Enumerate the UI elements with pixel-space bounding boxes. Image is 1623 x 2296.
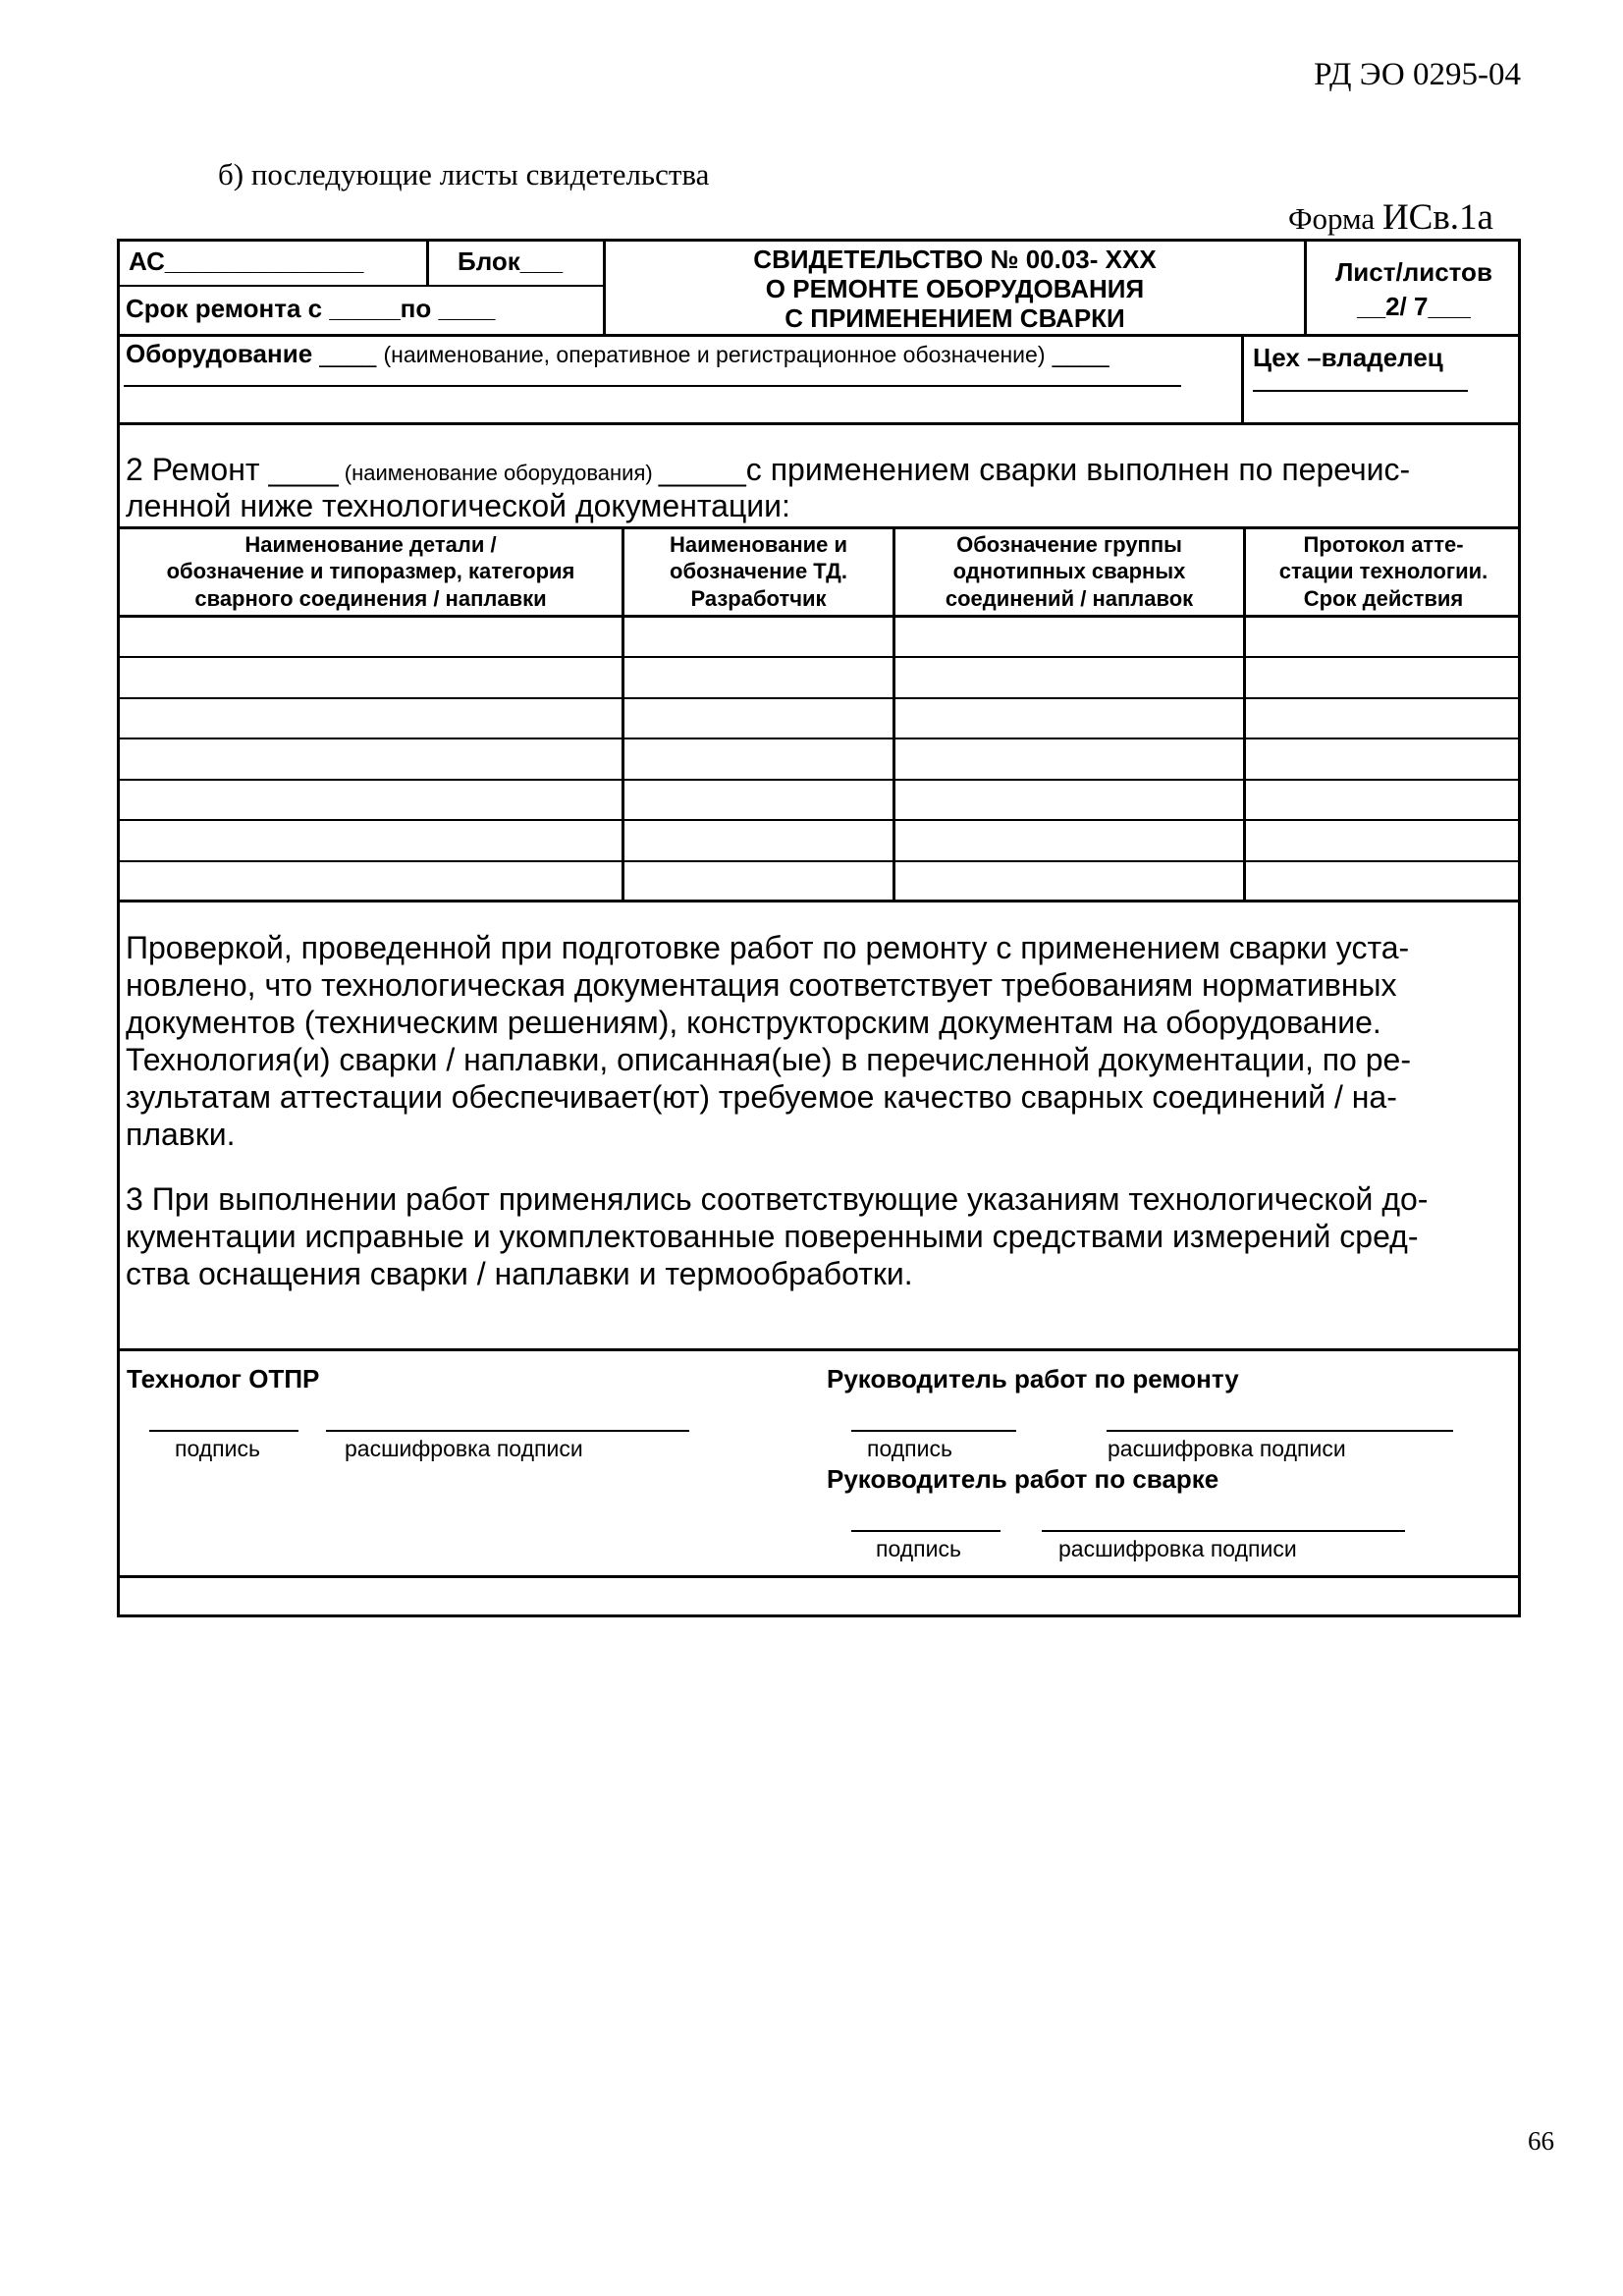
equipment-fill-line: [124, 385, 1181, 387]
signature-line: [851, 1430, 1016, 1432]
column-header-part: сварного соединения / наплавки: [194, 586, 547, 611]
repair-intro-blank: ____: [268, 452, 339, 487]
signature-hint: подпись: [876, 1536, 961, 1561]
decoding-hint: расшифровка подписи: [1058, 1536, 1297, 1561]
divider: [117, 422, 1521, 425]
signature-hint: подпись: [867, 1436, 952, 1461]
repair-intro-line2: ленной ниже технологической документации:: [126, 488, 790, 523]
sheets-value: __2/ 7___: [1357, 292, 1471, 321]
column-header-part: обозначение и типоразмер, категория: [166, 559, 575, 583]
equipment-tools-text-line: кументации исправные и укомплектованные поверенными средствами измерений сред-: [126, 1219, 1419, 1254]
table-row: [117, 656, 1521, 658]
equipment-hint: (наименование, оперативное и регистрационное обозначение): [383, 342, 1046, 367]
table-row: [117, 738, 1521, 739]
table-header-bottom: [117, 615, 1521, 618]
column-header-group: однотипных сварных: [952, 559, 1186, 583]
column-header-group: Обозначение группы: [956, 532, 1182, 557]
decoding-hint: расшифровка подписи: [345, 1436, 583, 1461]
certificate-form: [117, 239, 1521, 1617]
equipment-blank: ____: [312, 339, 384, 368]
equipment-label: Оборудование: [126, 339, 313, 368]
verification-text-line: новлено, что технологическая документация соответствует требованиям нормативных: [126, 967, 1397, 1003]
certificate-title-line3: С ПРИМЕНЕНИЕМ СВАРКИ: [784, 303, 1125, 333]
table-row: [117, 779, 1521, 781]
table-row: [117, 697, 1521, 699]
decoding-line: [1107, 1430, 1453, 1432]
repair-intro-hint: (наименование оборудования): [338, 461, 659, 485]
column-header-protocol: Срок действия: [1303, 586, 1464, 611]
divider: [117, 285, 605, 287]
decoding-line: [1042, 1530, 1405, 1532]
workshop-owner-label: Цех –владелец: [1253, 343, 1443, 372]
repair-intro-blank: _____: [658, 452, 746, 487]
verification-text-line: зультатам аттестации обеспечивает(ют) требуемое качество сварных соединений / на-: [126, 1079, 1397, 1115]
column-header-protocol: Протокол атте-: [1303, 532, 1464, 557]
sheets-label: Лист/листов: [1335, 257, 1492, 287]
table-row: [117, 819, 1521, 821]
table-row: [117, 860, 1521, 862]
equipment-tools-text-line: ства оснащения сварки / наплавки и термообработки.: [126, 1256, 913, 1291]
decoding-hint: расшифровка подписи: [1108, 1436, 1346, 1461]
column-header-td: Наименование и: [669, 532, 848, 557]
verification-text-line: Технология(и) сварки / наплавки, описанная(ые) в перечисленной документации, по ре-: [126, 1042, 1411, 1077]
column-header-group: соединений / наплавок: [945, 586, 1194, 611]
document-id: РД ЭО 0295-04: [1314, 57, 1521, 92]
repair-period-field: Срок ремонта с _____по ____: [126, 294, 496, 323]
column-header-protocol: стации технологии.: [1278, 559, 1488, 583]
divider: [603, 239, 606, 336]
technologist-label: Технолог ОТПР: [127, 1364, 320, 1394]
column-header-td: обозначение ТД.: [670, 559, 847, 583]
nuclear-plant-field: АС______________: [129, 246, 364, 276]
repair-manager-label: Руководитель работ по ремонту: [827, 1364, 1239, 1394]
verification-text-line: документов (техническим решениям), конструкторским документам на оборудование.: [126, 1005, 1381, 1040]
divider: [1241, 334, 1244, 424]
equipment-blank: ____: [1045, 339, 1109, 368]
equipment-field: [126, 339, 1109, 369]
divider: [426, 239, 429, 287]
verification-text-line: Проверкой, проведенной при подготовке работ по ремонту с применением сварки уста-: [126, 930, 1410, 965]
repair-intro-text: 2 Ремонт: [126, 452, 269, 487]
page-subtitle: б) последующие листы свидетельства: [218, 157, 710, 191]
verification-text-line: плавки.: [126, 1117, 236, 1152]
certificate-title: СВИДЕТЕЛЬСТВО № 00.03- XXX: [753, 245, 1157, 274]
page-number: 66: [1528, 2126, 1554, 2156]
welding-manager-label: Руководитель работ по сварке: [827, 1464, 1219, 1494]
form-name: [1288, 196, 1493, 239]
signature-line: [851, 1530, 1001, 1532]
form-footer-divider: [117, 1575, 1521, 1578]
unit-field: Блок___: [458, 246, 564, 276]
table-top: [117, 526, 1521, 529]
certificate-title-line2: О РЕМОНТЕ ОБОРУДОВАНИЯ: [765, 274, 1145, 303]
table-bottom: [117, 900, 1521, 902]
repair-intro: [126, 452, 1410, 488]
signature-line: [149, 1430, 298, 1432]
divider: [117, 334, 1521, 337]
decoding-line: [326, 1430, 689, 1432]
equipment-tools-text-line: 3 При выполнении работ применялись соответствующие указаниям технологической до-: [126, 1181, 1429, 1217]
form-prefix: Форма: [1288, 201, 1382, 236]
workshop-fill-line: [1253, 390, 1468, 392]
signature-hint: подпись: [175, 1436, 260, 1461]
signatures-top: [117, 1348, 1521, 1351]
form-code: ИСв.1а: [1381, 197, 1493, 238]
repair-intro-text: с применением сварки выполнен по перечис-: [745, 452, 1411, 487]
column-header-td: Разработчик: [690, 586, 827, 611]
column-header-part: Наименование детали /: [244, 532, 497, 557]
